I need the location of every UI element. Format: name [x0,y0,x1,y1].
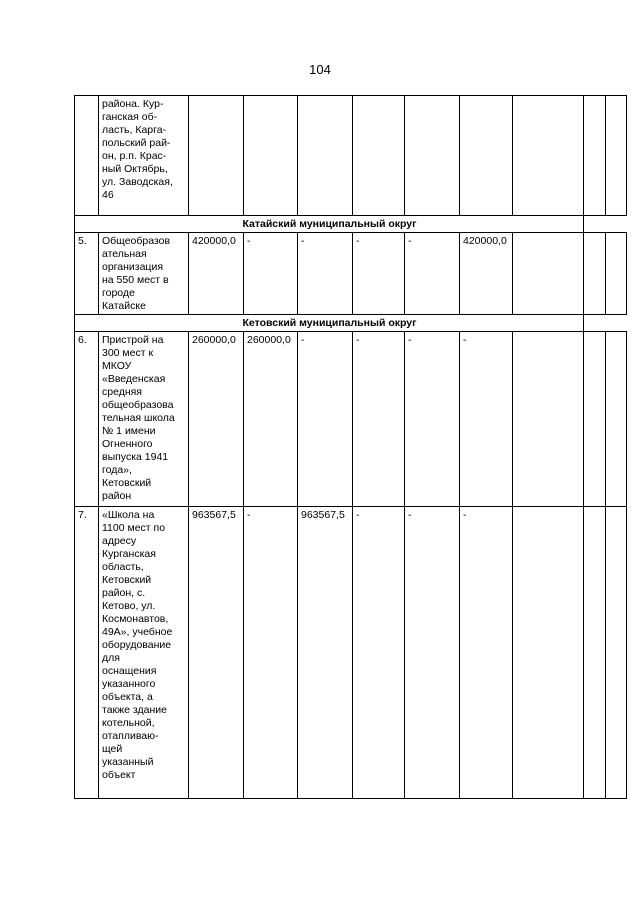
value-cell: - [460,507,513,799]
empty-cell [605,96,627,216]
object-name [99,96,189,216]
object-name-line: организация [102,261,164,273]
object-name-line: Кетово, ул. [102,600,156,612]
object-name-line: ный Октябрь, [102,163,168,175]
value-cell [405,96,460,216]
value-cell: - [353,332,405,507]
table-body [75,96,627,799]
page-number: 104 [309,62,331,77]
value-cell: 420000,0 [460,233,513,315]
value-cell [460,96,513,216]
value-cell [353,96,405,216]
value-cell: - [353,507,405,799]
object-name-line: Кетовский [102,574,152,586]
object-name-line: 46 [102,189,114,201]
table-row [75,233,627,315]
object-name-line: Курганская [102,548,156,560]
object-name-line: ательная [102,248,147,260]
table-row [75,332,627,507]
value-cell: - [298,233,353,315]
object-name-line: года», [102,464,132,476]
object-name-line: также здание [102,704,167,716]
value-cell [513,507,584,799]
value-cell [584,96,606,216]
object-name-line: котельной, [102,717,155,729]
object-name-line: Кетовский [102,477,152,489]
object-name-line: тельная школа [102,412,175,424]
empty-cell [605,332,627,507]
object-name-line: адресу [102,535,137,547]
value-cell [584,507,606,799]
object-name-line: ганская об- [102,111,158,123]
object-name-line: выпуска 1941 [102,451,169,463]
row-number: 6. [75,332,99,507]
data-table [74,95,627,799]
section-title: Катайский муниципальный округ [75,216,584,233]
value-cell: 963567,5 [298,507,353,799]
empty-cell [605,233,627,315]
object-name [99,507,189,799]
value-cell [513,332,584,507]
value-cell [584,233,606,315]
value-cell [244,96,298,216]
object-name-line: район, с. [102,587,146,599]
value-cell [298,96,353,216]
object-name-line: Космонавтов, [102,613,169,625]
row-number: 7. [75,507,99,799]
row-number: 5. [75,233,99,315]
object-name-line: указанного [102,678,156,690]
value-cell [513,233,584,315]
table-row [75,507,627,799]
object-name-line: Огненного [102,438,153,450]
value-cell [584,332,606,507]
value-cell: 260000,0 [244,332,298,507]
object-name-line: района. Кур- [102,98,164,110]
object-name-line: ласть, Карга- [102,124,167,136]
object-name-line: ул. Заводская, [102,176,173,188]
object-name-line: городе [102,287,135,299]
object-name-line: он, р.п. Крас- [102,150,167,162]
object-name-line: «Школа на [102,509,155,521]
object-name-line: 49А», учебное [102,626,173,638]
object-name-line: объект [102,769,136,781]
object-name-line: объекта, а [102,691,153,703]
object-name-line: щей [102,743,123,755]
object-name [99,233,189,315]
object-name-line: № 1 имени [102,425,156,437]
object-name-line: польский рай- [102,137,171,149]
object-name [99,332,189,507]
value-cell: - [244,507,298,799]
object-name-line: оборудование [102,639,172,651]
object-name-line: для [102,652,120,664]
empty-cell [605,507,627,799]
object-name-line: Пристрой на [102,334,164,346]
section-row [75,315,627,332]
value-cell [189,96,244,216]
value-cell: - [298,332,353,507]
object-name-line: «Введенская [102,373,166,385]
object-name-line: на 550 мест в [102,274,169,286]
object-name-line: оснащения [102,665,157,677]
object-name-line: МКОУ [102,360,132,372]
object-name-line: область, [102,561,144,573]
value-cell: 420000,0 [189,233,244,315]
value-cell: - [353,233,405,315]
section-row [75,216,627,233]
object-name-line: 1100 мест по [102,522,166,534]
object-name-line: район [102,490,132,502]
value-cell: - [405,332,460,507]
object-name-line: Катайске [102,300,146,312]
object-name-line: средняя [102,386,142,398]
value-cell: - [244,233,298,315]
section-title: Кетовский муниципальный округ [75,315,584,332]
object-name-line: отапливаю- [102,730,159,742]
value-cell: - [405,233,460,315]
value-cell: - [460,332,513,507]
value-cell: 963567,5 [189,507,244,799]
value-cell: 260000,0 [189,332,244,507]
row-number [75,96,99,216]
object-name-line: 300 мест к [102,347,154,359]
value-cell [513,96,584,216]
table-row [75,96,627,216]
object-name-line: Общеобразов [102,235,171,247]
object-name-line: указанный [102,756,154,768]
value-cell: - [405,507,460,799]
object-name-line: общеобразова [102,399,174,411]
